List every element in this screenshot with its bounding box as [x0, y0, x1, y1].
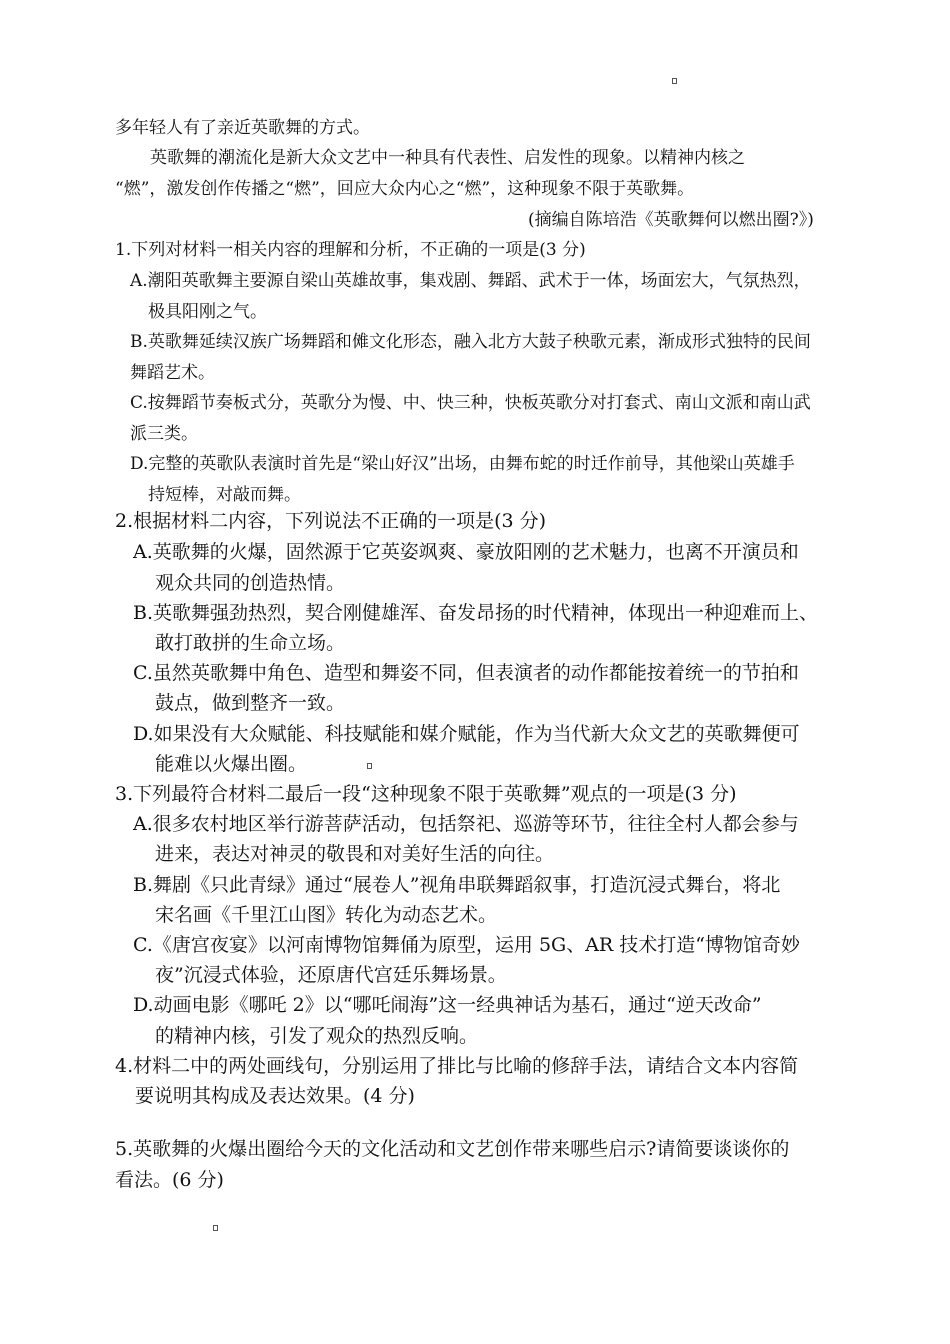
- option-a-cont: 观众共同的创造热情。: [155, 572, 346, 594]
- question-stem: 5.英歌舞的火爆出圈给今天的文化活动和文艺创作带来哪些启示?请简要谈谈你的: [115, 1138, 790, 1160]
- intro-line: 多年轻人有了亲近英歌舞的方式。: [115, 118, 370, 138]
- intro-line: 英歌舞的潮流化是新大众文艺中一种具有代表性、启发性的现象。以精神内核之: [150, 148, 745, 168]
- option-b: B.英歌舞强劲热烈，契合刚健雄浑、奋发昂扬的时代精神，体现出一种迎难而上、: [133, 602, 819, 624]
- question-stem: 3.下列最符合材料二最后一段“这种现象不限于英歌舞”观点的一项是(3 分): [115, 783, 737, 805]
- option-a-cont: 极具阳刚之气。: [148, 302, 267, 322]
- option-d-cont: 能难以火爆出圈。: [155, 753, 308, 775]
- option-a: A.很多农村地区举行游菩萨活动，包括祭祀、巡游等环节，往往全村人都会参与: [133, 813, 799, 835]
- question-stem: 1.下列对材料一相关内容的理解和分析，不正确的一项是(3 分): [115, 240, 586, 260]
- option-d-cont: 持短棒，对敲而舞。: [148, 485, 301, 505]
- question-stem: 4.材料二中的两处画线句，分别运用了排比与比喻的修辞手法，请结合文本内容简: [115, 1055, 799, 1077]
- question-stem-cont: 要说明其构成及表达效果。(4 分): [135, 1085, 415, 1107]
- option-b: B.舞剧《只此青绿》通过“展卷人”视角串联舞蹈叙事，打造沉浸式舞台，将北: [133, 874, 781, 896]
- question-stem-cont: 看法。(6 分): [115, 1169, 224, 1191]
- option-c-cont: 派三类。: [130, 424, 198, 444]
- scan-mark: [367, 763, 372, 769]
- source-citation: (摘编自陈培浩《英歌舞何以燃出圈?》): [528, 210, 814, 230]
- intro-line: “燃”，激发创作传播之“燃”，回应大众内心之“燃”，这种现象不限于英歌舞。: [115, 179, 695, 199]
- option-c: C.虽然英歌舞中角色、造型和舞姿不同，但表演者的动作都能按着统一的节拍和: [133, 662, 799, 684]
- question-stem: 2.根据材料二内容，下列说法不正确的一项是(3 分): [115, 510, 547, 532]
- option-b: B.英歌舞延续汉族广场舞蹈和傩文化形态，融入北方大鼓子秧歌元素，渐成形式独特的民间: [130, 332, 811, 352]
- option-b-cont: 宋名画《千里江山图》转化为动态艺术。: [155, 904, 498, 926]
- option-d-cont: 的精神内核，引发了观众的热烈反响。: [155, 1025, 479, 1047]
- option-b-cont: 敢打敢拼的生命立场。: [155, 632, 346, 654]
- option-c-cont: 鼓点，做到整齐一致。: [155, 692, 346, 714]
- option-d: D.完整的英歌队表演时首先是“梁山好汉”出场，由舞布蛇的时迁作前导，其他梁山英雄手: [130, 454, 795, 474]
- option-b-cont: 舞蹈艺术。: [130, 363, 215, 383]
- option-d: D.动画电影《哪吒 2》以“哪吒闹海”这一经典神话为基石，通过“逆天改命”: [133, 994, 762, 1016]
- scan-mark: [672, 78, 677, 84]
- option-c: C.《唐宫夜宴》以河南博物馆舞俑为原型，运用 5G、AR 技术打造“博物馆奇妙: [133, 934, 800, 956]
- scan-mark: [213, 1225, 218, 1231]
- option-c: C.按舞蹈节奏板式分，英歌分为慢、中、快三种，快板英歌分对打套式、南山文派和南山武: [130, 393, 811, 413]
- option-a-cont: 进来，表达对神灵的敬畏和对美好生活的向往。: [155, 843, 555, 865]
- option-a: A.英歌舞的火爆，固然源于它英姿飒爽、豪放阳刚的艺术魅力，也离不开演员和: [133, 541, 799, 563]
- option-d: D.如果没有大众赋能、科技赋能和媒介赋能，作为当代新大众文艺的英歌舞便可: [133, 723, 800, 745]
- option-a: A.潮阳英歌舞主要源自梁山英雄故事，集戏剧、舞蹈、武术于一体，场面宏大，气氛热烈，: [130, 271, 811, 291]
- option-c-cont: 夜”沉浸式体验，还原唐代宫廷乐舞场景。: [155, 964, 507, 986]
